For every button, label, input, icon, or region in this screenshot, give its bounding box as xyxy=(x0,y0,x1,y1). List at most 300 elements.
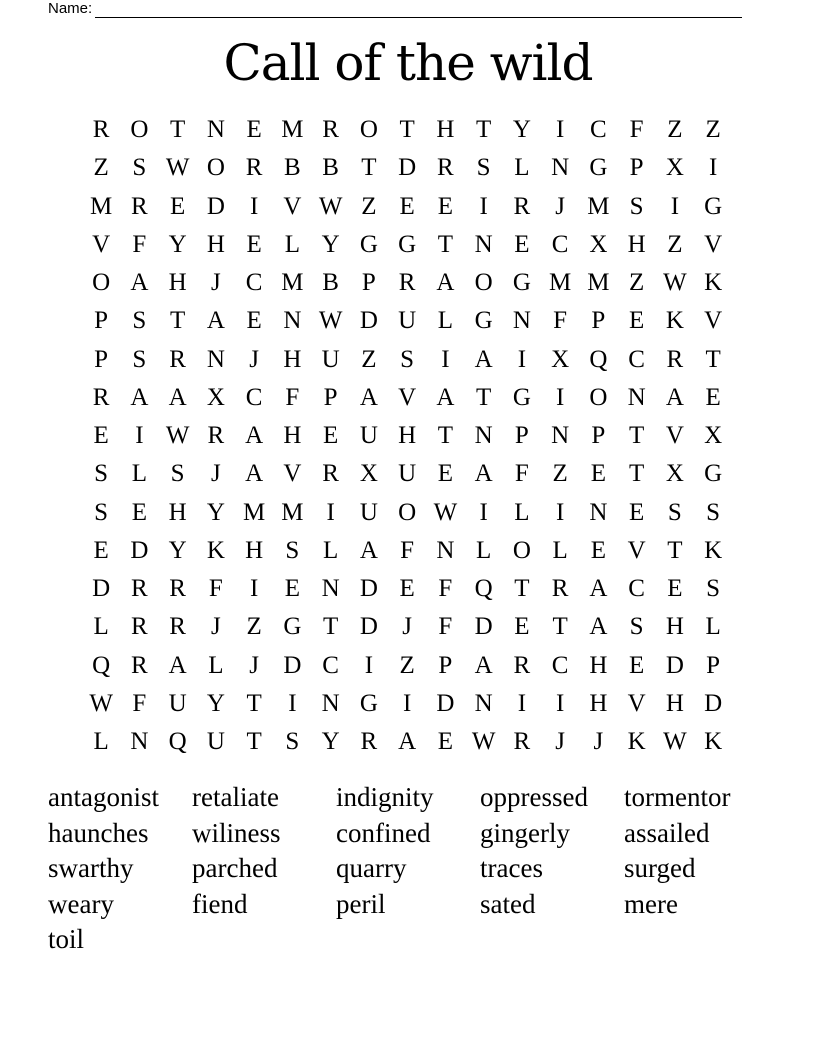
grid-letter: R xyxy=(92,383,110,411)
grid-letter: P xyxy=(591,422,606,450)
grid-letter: A xyxy=(474,460,493,488)
grid-letter: T xyxy=(628,422,645,450)
grid-letter: F xyxy=(132,230,147,258)
grid-letter: R xyxy=(398,269,416,297)
grid-letter: E xyxy=(590,536,607,564)
grid-letter: K xyxy=(206,536,225,564)
grid-letter: E xyxy=(514,230,530,258)
grid-letter: R xyxy=(513,651,531,679)
grid-letter: S xyxy=(629,192,644,220)
word-list-item: mere xyxy=(624,888,678,919)
grid-letter: G xyxy=(512,269,531,297)
grid-letter: I xyxy=(479,498,488,526)
grid-letter: A xyxy=(474,345,493,373)
grid-letter: Z xyxy=(246,613,262,641)
grid-letter: A xyxy=(589,613,608,641)
grid-letter: F xyxy=(208,575,223,603)
word-list-item: assailed xyxy=(624,817,710,848)
grid-letter: H xyxy=(283,422,302,450)
grid-letter: A xyxy=(206,307,225,335)
grid-letter: I xyxy=(288,689,297,717)
grid-letter: I xyxy=(517,689,527,717)
grid-letter: W xyxy=(318,192,343,220)
grid-letter: D xyxy=(283,651,302,679)
grid-letter: C xyxy=(590,116,607,144)
grid-letter: L xyxy=(208,651,224,679)
grid-letter: N xyxy=(206,116,225,144)
grid-letter: J xyxy=(211,269,221,297)
grid-letter: F xyxy=(132,689,147,717)
grid-letter: O xyxy=(398,498,417,526)
grid-letter: Z xyxy=(361,345,377,373)
grid-letter: N xyxy=(321,575,340,603)
grid-letter: S xyxy=(285,728,300,756)
grid-letter: N xyxy=(206,345,225,373)
grid-letter: I xyxy=(555,689,565,717)
grid-letter: I xyxy=(135,422,144,450)
grid-letter: Q xyxy=(474,575,493,603)
grid-letter: L xyxy=(322,536,339,564)
word-list-item: sated xyxy=(480,888,536,919)
grid-letter: H xyxy=(627,230,646,258)
grid-letter: S xyxy=(132,307,147,335)
grid-letter: H xyxy=(245,536,264,564)
word-list-item: oppressed xyxy=(480,782,588,812)
grid-letter: T xyxy=(322,613,339,641)
word-list-item: traces xyxy=(480,853,543,883)
grid-letter: S xyxy=(132,345,147,373)
grid-letter: P xyxy=(438,651,453,679)
grid-letter: A xyxy=(168,651,187,679)
grid-letter: K xyxy=(704,728,723,756)
grid-letter: A xyxy=(398,728,417,756)
grid-letter: A xyxy=(168,383,187,411)
grid-letter: X xyxy=(665,154,684,182)
grid-letter: T xyxy=(475,116,492,144)
grid-letter: E xyxy=(246,307,262,335)
name-blank-line xyxy=(95,2,742,18)
grid-letter: O xyxy=(359,116,378,144)
grid-letter: T xyxy=(628,460,645,488)
grid-letter: C xyxy=(628,345,645,373)
grid-letter: D xyxy=(474,613,493,641)
grid-letter: X xyxy=(704,422,723,450)
grid-letter: T xyxy=(169,307,186,335)
grid-letter: T xyxy=(437,422,454,450)
grid-letter: W xyxy=(433,498,458,526)
grid-letter: F xyxy=(438,575,453,603)
grid-letter: S xyxy=(94,460,109,488)
word-list-item: parched xyxy=(192,853,278,883)
grid-letter: K xyxy=(627,728,646,756)
word-list-item: surged xyxy=(624,853,696,883)
grid-letter: M xyxy=(281,269,304,297)
grid-letter: W xyxy=(471,728,496,756)
grid-letter: E xyxy=(246,116,262,144)
grid-letter: F xyxy=(400,536,415,564)
grid-letter: W xyxy=(318,307,343,335)
grid-letter: F xyxy=(514,460,529,488)
grid-letter: C xyxy=(245,383,263,411)
grid-letter: G xyxy=(283,613,302,641)
grid-letter: N xyxy=(474,422,493,450)
grid-letter: L xyxy=(514,154,530,182)
grid-letter: R xyxy=(131,575,148,603)
grid-letter: G xyxy=(589,154,608,182)
grid-letter: H xyxy=(589,651,608,679)
grid-letter: E xyxy=(399,575,415,603)
grid-letter: H xyxy=(665,613,684,641)
letter-grid xyxy=(82,111,732,761)
grid-letter: E xyxy=(93,536,109,564)
grid-letter: V xyxy=(704,230,723,258)
grid-letter: H xyxy=(436,116,455,144)
grid-letter: T xyxy=(246,689,262,717)
grid-letter: S xyxy=(285,536,300,564)
grid-letter: L xyxy=(705,613,721,641)
grid-letter: S xyxy=(706,498,721,526)
grid-letter: H xyxy=(168,498,187,526)
grid-letter: A xyxy=(436,383,455,411)
grid-letter: W xyxy=(89,689,113,717)
word-list-item: confined xyxy=(336,817,431,848)
word-list-item: antagonist xyxy=(48,782,159,812)
grid-letter: J xyxy=(211,613,221,641)
grid-letter: H xyxy=(589,689,608,717)
grid-letter: B xyxy=(322,269,339,297)
grid-letter: Y xyxy=(206,689,225,717)
grid-letter: H xyxy=(665,689,684,717)
name-field xyxy=(48,0,742,18)
grid-letter: O xyxy=(474,269,493,297)
grid-letter: D xyxy=(359,613,378,641)
grid-letter: N xyxy=(474,230,493,258)
grid-letter: A xyxy=(130,383,149,411)
grid-letter: T xyxy=(361,154,377,182)
grid-letter: J xyxy=(249,651,259,679)
grid-letter: Z xyxy=(399,651,415,679)
grid-letter: W xyxy=(165,422,190,450)
word-list-item: wiliness xyxy=(192,817,281,848)
grid-letter: Y xyxy=(168,536,187,564)
word-list-item: gingerly xyxy=(480,817,570,848)
grid-letter: L xyxy=(514,498,530,526)
grid-letter: V xyxy=(627,536,646,564)
grid-letter: I xyxy=(555,116,565,144)
grid-letter: P xyxy=(591,307,606,335)
grid-letter: M xyxy=(549,269,572,297)
grid-letter: D xyxy=(92,575,111,603)
grid-letter: X xyxy=(206,383,225,411)
grid-letter: L xyxy=(475,536,492,564)
grid-letter: E xyxy=(628,307,645,335)
grid-letter: X xyxy=(665,460,684,488)
grid-letter: S xyxy=(400,345,415,373)
grid-letter: R xyxy=(666,345,684,373)
grid-letter: M xyxy=(281,116,304,144)
grid-letter: E xyxy=(667,575,683,603)
grid-letter: A xyxy=(436,269,455,297)
grid-letter: J xyxy=(555,192,565,220)
grid-letter: I xyxy=(402,689,412,717)
grid-letter: R xyxy=(131,651,148,679)
grid-letter: S xyxy=(476,154,491,182)
grid-letter: Z xyxy=(552,460,568,488)
grid-letter: V xyxy=(398,383,417,411)
grid-letter: I xyxy=(479,192,488,220)
grid-letter: E xyxy=(284,575,301,603)
grid-letter: C xyxy=(245,269,263,297)
grid-letter: Y xyxy=(321,728,340,756)
grid-letter: V xyxy=(283,460,302,488)
grid-letter: K xyxy=(665,307,684,335)
grid-letter: O xyxy=(512,536,531,564)
grid-letter: F xyxy=(438,613,453,641)
word-list-item: toil xyxy=(48,924,85,954)
grid-letter: V xyxy=(92,230,111,258)
grid-letter: E xyxy=(590,460,607,488)
grid-letter: V xyxy=(627,689,646,717)
grid-letter: A xyxy=(359,536,378,564)
grid-letter: Z xyxy=(705,116,721,144)
grid-letter: Y xyxy=(206,498,225,526)
grid-letter: I xyxy=(441,345,450,373)
grid-letter: I xyxy=(364,651,374,679)
grid-letter: G xyxy=(512,383,531,411)
grid-letter: U xyxy=(206,728,225,756)
grid-letter: D xyxy=(665,651,684,679)
grid-letter: E xyxy=(399,192,415,220)
grid-letter: F xyxy=(553,307,568,335)
grid-letter: S xyxy=(667,498,682,526)
grid-letter: L xyxy=(93,613,109,641)
grid-letter: A xyxy=(245,460,264,488)
grid-letter: O xyxy=(589,383,608,411)
grid-letter: D xyxy=(130,536,149,564)
grid-letter: D xyxy=(398,154,417,182)
grid-letter: U xyxy=(321,345,340,373)
grid-letter: P xyxy=(514,422,529,450)
grid-letter: I xyxy=(670,192,680,220)
grid-letter: M xyxy=(90,192,113,220)
grid-letter: U xyxy=(398,307,417,335)
grid-letter: I xyxy=(517,345,527,373)
grid-letter: R xyxy=(169,575,186,603)
grid-letter: R xyxy=(360,728,378,756)
grid-letter: T xyxy=(437,230,454,258)
grid-letter: I xyxy=(555,383,565,411)
grid-letter: G xyxy=(359,689,378,717)
grid-letter: C xyxy=(322,651,339,679)
grid-letter: L xyxy=(131,460,148,488)
grid-letter: M xyxy=(587,192,610,220)
word-list-item: indignity xyxy=(336,782,434,812)
grid-letter: H xyxy=(168,269,187,297)
grid-letter: U xyxy=(359,498,378,526)
grid-letter: N xyxy=(130,728,149,756)
grid-letter: A xyxy=(130,269,149,297)
grid-letter: G xyxy=(474,307,493,335)
grid-letter: A xyxy=(359,383,378,411)
grid-letter: K xyxy=(704,536,723,564)
grid-letter: Z xyxy=(93,154,109,182)
grid-letter: R xyxy=(131,192,148,220)
grid-letter: E xyxy=(322,422,339,450)
grid-letter: J xyxy=(211,460,221,488)
grid-letter: I xyxy=(249,575,259,603)
grid-letter: H xyxy=(283,345,302,373)
grid-letter: P xyxy=(94,307,109,335)
grid-letter: R xyxy=(207,422,225,450)
grid-letter: A xyxy=(474,651,493,679)
grid-letter: J xyxy=(593,728,604,756)
grid-letter: P xyxy=(323,383,338,411)
grid-letter: A xyxy=(589,575,608,603)
grid-letter: X xyxy=(551,345,570,373)
grid-letter: S xyxy=(132,154,147,182)
grid-letter: E xyxy=(437,192,454,220)
word-list-item: weary xyxy=(48,888,114,919)
grid-letter: Y xyxy=(512,116,531,144)
grid-letter: P xyxy=(361,269,376,297)
grid-letter: J xyxy=(249,345,259,373)
grid-letter: K xyxy=(704,269,723,297)
grid-letter: G xyxy=(704,460,723,488)
grid-letter: E xyxy=(514,613,530,641)
grid-letter: E xyxy=(169,192,186,220)
grid-letter: R xyxy=(169,613,186,641)
grid-letter: U xyxy=(359,422,378,450)
grid-letter: T xyxy=(705,345,721,373)
grid-letter: L xyxy=(93,728,109,756)
grid-letter: Q xyxy=(168,728,187,756)
grid-letter: N xyxy=(321,689,340,717)
grid-letter: G xyxy=(359,230,378,258)
word-list-item: haunches xyxy=(48,817,149,848)
grid-letter: C xyxy=(551,651,569,679)
grid-letter: M xyxy=(281,498,304,526)
grid-letter: I xyxy=(326,498,335,526)
grid-letter: R xyxy=(513,192,531,220)
grid-letter: T xyxy=(246,728,262,756)
grid-letter: R xyxy=(322,460,339,488)
grid-letter: D xyxy=(359,307,378,335)
grid-letter: T xyxy=(399,116,415,144)
grid-letter: R xyxy=(437,154,454,182)
grid-letter: N xyxy=(627,383,646,411)
word-list-item: quarry xyxy=(336,853,407,883)
grid-letter: N xyxy=(551,422,570,450)
word-list-item: swarthy xyxy=(48,853,134,883)
grid-letter: V xyxy=(665,422,684,450)
grid-letter: N xyxy=(474,689,493,717)
word-list-item: peril xyxy=(336,888,386,919)
grid-letter: T xyxy=(169,116,186,144)
grid-letter: A xyxy=(665,383,684,411)
word-list xyxy=(48,780,768,958)
grid-letter: E xyxy=(246,230,262,258)
grid-letter: G xyxy=(398,230,417,258)
grid-letter: R xyxy=(169,345,186,373)
grid-letter: N xyxy=(512,307,531,335)
grid-letter: T xyxy=(514,575,530,603)
grid-letter: N xyxy=(436,536,455,564)
grid-letter: Z xyxy=(667,116,683,144)
grid-letter: Q xyxy=(589,345,608,373)
grid-letter: P xyxy=(94,345,109,373)
grid-letter: B xyxy=(284,154,301,182)
grid-letter: R xyxy=(131,613,148,641)
grid-letter: S xyxy=(706,575,721,603)
grid-letter: Y xyxy=(321,230,340,258)
grid-letter: M xyxy=(243,498,266,526)
grid-letter: O xyxy=(130,116,149,144)
grid-letter: L xyxy=(437,307,454,335)
grid-letter: X xyxy=(359,460,378,488)
grid-letter: P xyxy=(706,651,721,679)
grid-letter: I xyxy=(249,192,259,220)
grid-letter: E xyxy=(628,651,645,679)
grid-letter: X xyxy=(589,230,608,258)
grid-letter: W xyxy=(663,728,687,756)
name-label: Name: xyxy=(48,0,93,17)
grid-letter: S xyxy=(629,613,644,641)
grid-letter: Q xyxy=(92,651,111,679)
grid-letter: V xyxy=(704,307,723,335)
grid-letter: E xyxy=(437,728,454,756)
grid-letter: L xyxy=(284,230,301,258)
grid-letter: W xyxy=(663,269,687,297)
grid-letter: R xyxy=(245,154,263,182)
grid-letter: J xyxy=(402,613,412,641)
grid-letter: F xyxy=(629,116,644,144)
grid-letter: Z xyxy=(667,230,683,258)
grid-letter: S xyxy=(170,460,185,488)
word-list-item: fiend xyxy=(192,888,248,919)
grid-letter: J xyxy=(555,728,565,756)
grid-letter: N xyxy=(283,307,302,335)
grid-letter: H xyxy=(206,230,225,258)
grid-letter: I xyxy=(708,154,718,182)
grid-letter: Z xyxy=(628,269,645,297)
grid-letter: N xyxy=(551,154,570,182)
word-list-item: tormentor xyxy=(624,782,731,812)
grid-letter: H xyxy=(398,422,417,450)
grid-letter: C xyxy=(628,575,645,603)
grid-letter: D xyxy=(206,192,225,220)
grid-letter: L xyxy=(552,536,568,564)
grid-letter: O xyxy=(206,154,225,182)
grid-letter: T xyxy=(552,613,568,641)
grid-letter: I xyxy=(555,498,565,526)
grid-letter: E xyxy=(93,422,109,450)
grid-letter: U xyxy=(398,460,417,488)
grid-letter: D xyxy=(704,689,723,717)
grid-letter: O xyxy=(92,269,111,297)
grid-letter: R xyxy=(322,116,339,144)
grid-letter: R xyxy=(92,116,110,144)
grid-letter: T xyxy=(475,383,492,411)
grid-letter: P xyxy=(629,154,644,182)
grid-letter: R xyxy=(513,728,531,756)
word-list-item: retaliate xyxy=(192,782,279,812)
grid-letter: V xyxy=(283,192,302,220)
grid-letter: T xyxy=(667,536,683,564)
grid-letter: G xyxy=(704,192,723,220)
grid-letter: A xyxy=(245,422,264,450)
grid-letter: C xyxy=(551,230,569,258)
grid-letter: B xyxy=(322,154,339,182)
